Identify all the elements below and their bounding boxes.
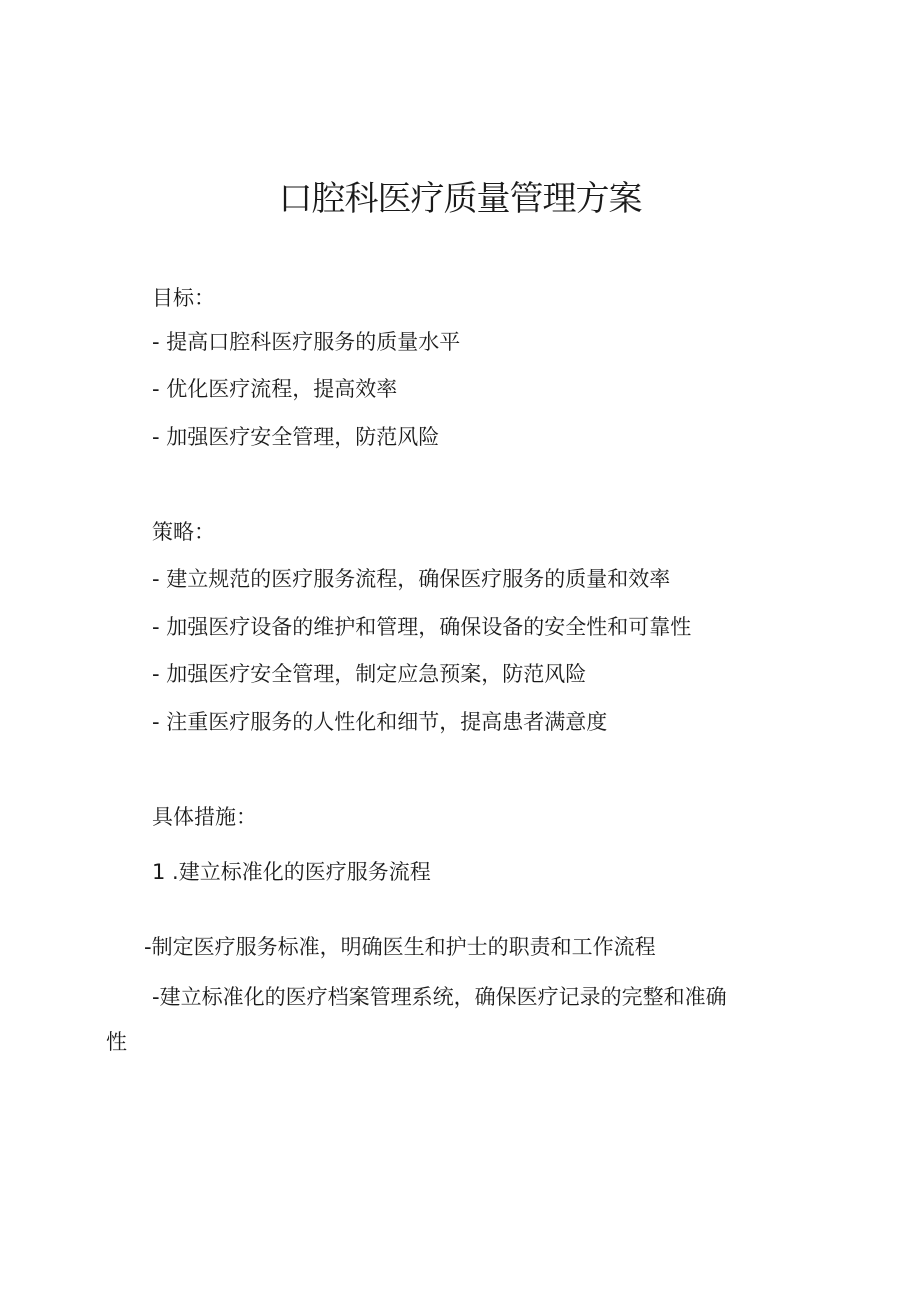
goals-heading: 目标：: [152, 286, 215, 310]
measure-sub-item: -建立标准化的医疗档案管理系统，确保医疗记录的完整和准确: [152, 985, 727, 1009]
measure-step-1: 1 .建立标准化的医疗服务流程: [152, 860, 431, 884]
goal-item: - 加强医疗安全管理，防范风险: [152, 425, 440, 449]
measures-heading: 具体措施：: [152, 805, 257, 829]
strategy-item: - 建立规范的医疗服务流程，确保医疗服务的质量和效率: [152, 567, 671, 591]
goal-item: - 优化医疗流程，提高效率: [152, 377, 398, 401]
strategy-item: - 加强医疗设备的维护和管理，确保设备的安全性和可靠性: [152, 615, 692, 639]
strategy-item: - 加强医疗安全管理，制定应急预案，防范风险: [152, 662, 587, 686]
goal-item: - 提高口腔科医疗服务的质量水平: [152, 330, 461, 354]
strategy-heading: 策略：: [152, 520, 215, 544]
strategy-item: - 注重医疗服务的人性化和细节，提高患者满意度: [152, 710, 608, 734]
document-title: 口腔科医疗质量管理方案: [278, 179, 642, 219]
measure-sub-item-continuation: 性: [106, 1030, 127, 1054]
measure-sub-item: -制定医疗服务标准，明确医生和护士的职责和工作流程: [144, 935, 656, 959]
